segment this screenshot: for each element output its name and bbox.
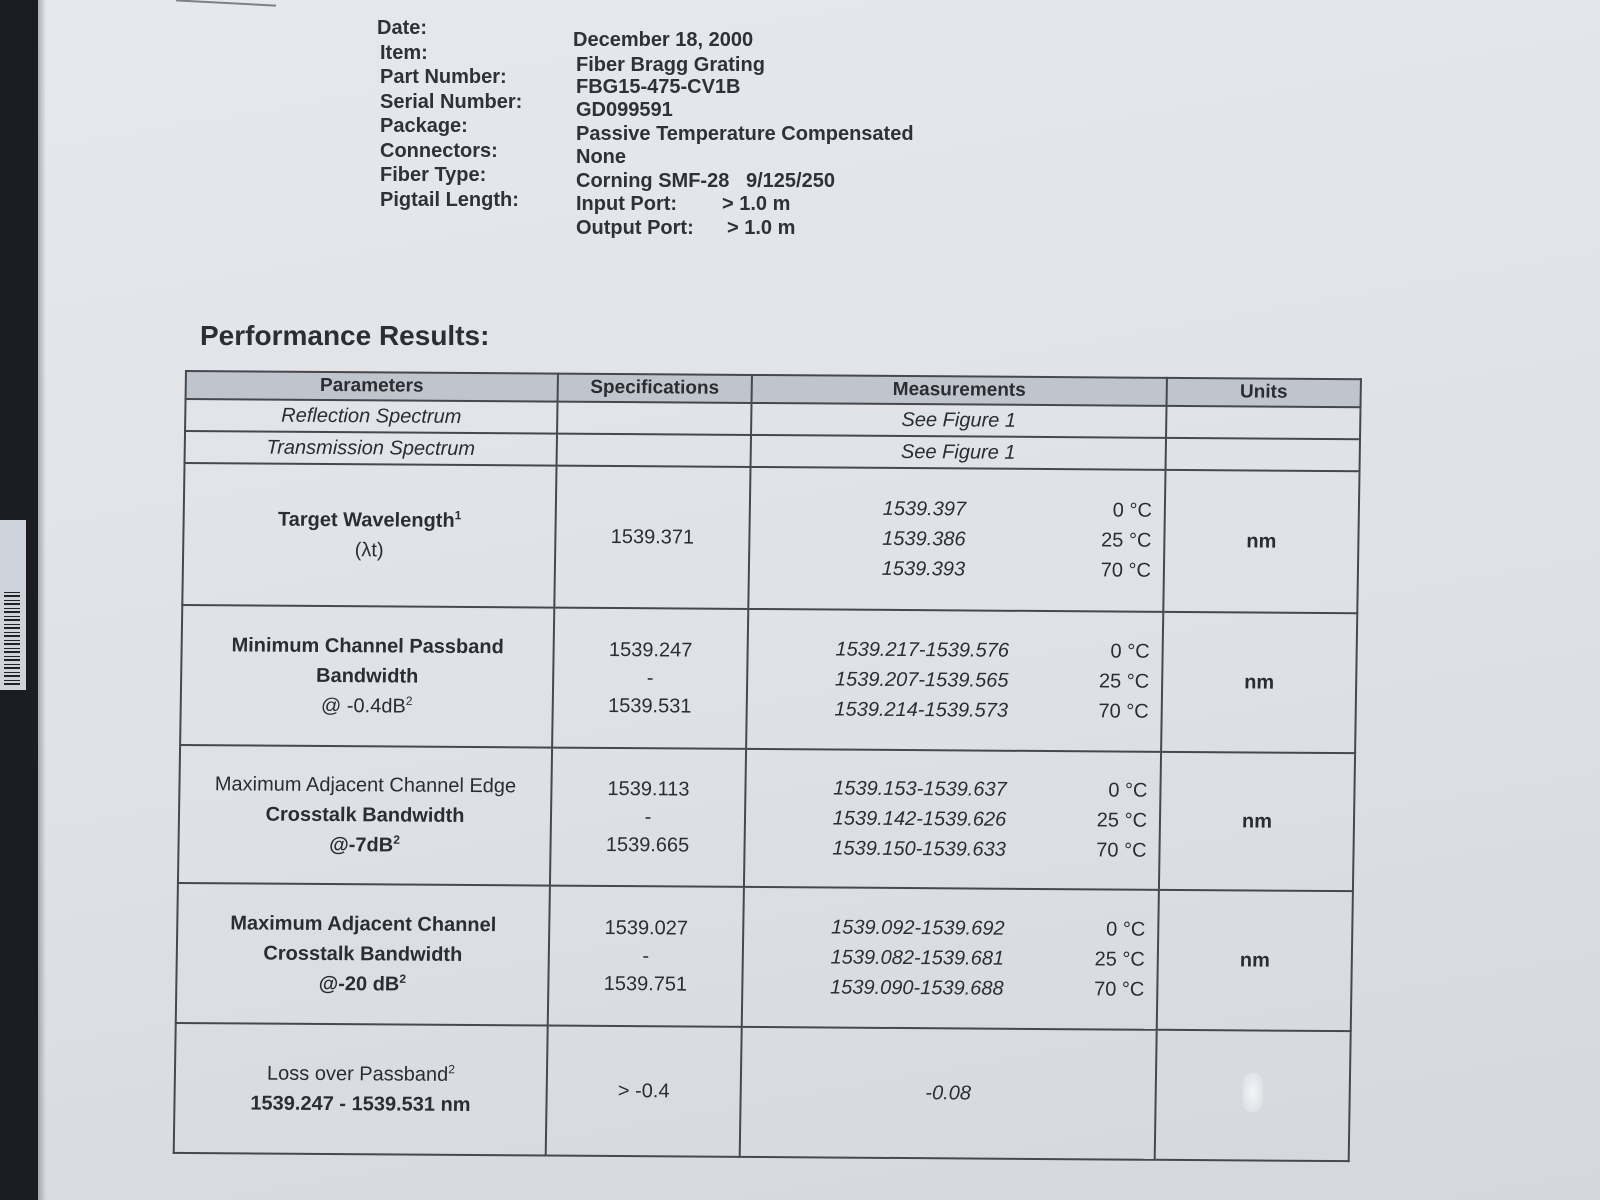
param-text: Maximum Adjacent Channel Edge — [214, 773, 517, 798]
product-info-block — [377, 16, 914, 241]
footnote-marker: 2 — [393, 832, 401, 847]
meas-value: 1539.393 — [881, 557, 966, 581]
param-text: Bandwidth — [315, 664, 419, 688]
pigtail-values — [576, 192, 795, 241]
unit-cell: nm — [1157, 890, 1353, 1031]
spec-min: 1539.113 — [607, 777, 690, 801]
temp-unit: °C — [1126, 670, 1150, 693]
temp-value: 25 — [1098, 670, 1122, 693]
output-port-label: Output Port: — [576, 217, 694, 239]
temp-unit: °C — [1122, 918, 1146, 941]
temp-unit: °C — [1128, 559, 1152, 582]
date-label: Date: — [377, 17, 428, 39]
param-condition: @-7dB — [329, 834, 394, 857]
meas-value: 1539.142-1539.626 — [832, 807, 1007, 831]
meas-cell — [742, 887, 1159, 1030]
performance-results-table — [173, 370, 1362, 1162]
header-specifications: Specifications — [558, 374, 752, 403]
temp-unit: °C — [1126, 700, 1149, 723]
unit-cell: nm — [1159, 752, 1355, 891]
temp-value: 25 — [1100, 529, 1124, 552]
meas-value: 1539.153-1539.637 — [833, 777, 1007, 801]
table-row — [174, 1023, 1351, 1161]
spec-cell: 1539.371 — [554, 466, 750, 609]
paper-stain — [1242, 1072, 1263, 1112]
performance-table-wrapper — [173, 370, 1360, 1162]
param-cell — [180, 605, 554, 748]
input-port-label: Input Port: — [576, 192, 678, 215]
meas-cell — [744, 749, 1161, 890]
section-title: Performance Results: — [200, 320, 490, 351]
table-row — [176, 883, 1353, 1031]
spec-cell: > -0.4 — [546, 1026, 742, 1157]
unit-cell: nm — [1163, 470, 1359, 613]
meas-value: 1539.397 — [882, 497, 967, 521]
transmission-meas: See Figure 1 — [751, 435, 1166, 470]
output-port-value: > 1.0 m — [727, 217, 796, 239]
table-row — [182, 463, 1359, 613]
param-text: Maximum Adjacent Channel — [230, 912, 497, 937]
spec-min: 1539.027 — [604, 916, 689, 940]
barcode-icon — [4, 590, 20, 685]
param-cell — [174, 1023, 548, 1156]
meas-value: 1539.082-1539.681 — [830, 946, 1005, 970]
footnote-marker: 2 — [405, 693, 413, 708]
reflection-meas: See Figure 1 — [751, 403, 1166, 438]
spec-min: 1539.247 — [608, 638, 693, 662]
input-port-value: > 1.0 m — [722, 192, 791, 215]
temp-value: 70 — [1100, 559, 1124, 582]
temp-unit: °C — [1129, 499, 1153, 522]
param-range: 1539.247 - 1539.531 nm — [250, 1092, 471, 1117]
param-condition: @-20 dB — [318, 972, 400, 996]
temp-value: 70 — [1096, 839, 1119, 862]
fiber-type-value: Corning SMF-28 9/125/250 — [576, 170, 835, 192]
footnote-marker: 1 — [454, 508, 462, 523]
temp-unit: °C — [1124, 779, 1148, 802]
meas-value: 1539.090-1539.688 — [829, 976, 1004, 1000]
param-text: Crosstalk Bandwidth — [263, 942, 463, 966]
transmission-param: Transmission Spectrum — [185, 431, 557, 466]
barcode-label — [0, 520, 26, 690]
meas-value: 1539.207-1539.565 — [834, 668, 1009, 692]
header-measurements: Measurements — [752, 375, 1167, 406]
meas-cell: -0.08 — [740, 1027, 1157, 1160]
param-symbol: (λt) — [354, 539, 384, 562]
temp-value: 0 — [1105, 918, 1118, 941]
temp-unit: °C — [1127, 640, 1150, 663]
item-value: Fiber Bragg Grating — [576, 53, 765, 76]
unit-cell — [1155, 1030, 1351, 1161]
part-number-value: FBG15-475-CV1B — [576, 76, 741, 98]
spec-dash: - — [646, 667, 654, 690]
reflection-spec — [557, 402, 751, 435]
serial-number-label: Serial Number: — [380, 90, 523, 113]
date-value: December 18, 2000 — [573, 29, 754, 51]
serial-number-value: GD099591 — [576, 98, 673, 121]
temp-value: 70 — [1098, 700, 1121, 723]
param-text: Crosstalk Bandwidth — [265, 803, 465, 827]
package-value: Passive Temperature Compensated — [576, 123, 914, 145]
spec-dash: - — [644, 806, 652, 829]
pigtail-length-label: Pigtail Length: — [380, 188, 519, 211]
temp-unit: °C — [1123, 839, 1147, 862]
param-condition: @ -0.4dB — [320, 694, 406, 718]
meas-cell — [748, 467, 1165, 612]
temp-unit: °C — [1121, 978, 1145, 1001]
transmission-spec — [557, 434, 751, 467]
reflection-param: Reflection Spectrum — [185, 399, 557, 434]
connectors-value: None — [576, 145, 626, 168]
table-row — [178, 745, 1355, 891]
item-label: Item: — [380, 41, 428, 64]
meas-cell — [746, 609, 1163, 752]
param-cell — [178, 745, 552, 886]
meas-value: 1539.150-1539.633 — [832, 837, 1006, 861]
part-number-label: Part Number: — [380, 66, 507, 88]
connectors-label: Connectors: — [380, 139, 498, 162]
temp-value: 0 — [1112, 499, 1125, 522]
header-parameters: Parameters — [186, 371, 558, 402]
param-cell — [176, 883, 550, 1026]
temp-unit: °C — [1128, 529, 1152, 552]
param-text: Target Wavelength — [277, 508, 455, 532]
param-text: Minimum Channel Passband — [231, 634, 504, 659]
temp-value: 25 — [1094, 948, 1117, 971]
table-row — [180, 605, 1357, 753]
temp-unit: °C — [1122, 948, 1145, 971]
spec-dash: - — [642, 945, 650, 968]
temp-value: 0 — [1108, 779, 1120, 802]
footnote-marker: 2 — [448, 1062, 456, 1077]
unit-cell: nm — [1161, 612, 1357, 753]
reflection-unit — [1166, 406, 1360, 439]
spec-max: 1539.531 — [607, 694, 692, 718]
fiber-type-label: Fiber Type: — [380, 164, 487, 186]
temp-value: 70 — [1093, 978, 1117, 1001]
param-cell — [182, 463, 556, 608]
meas-value: 1539.092-1539.692 — [830, 916, 1005, 940]
spec-cell — [548, 886, 744, 1027]
meas-value: 1539.214-1539.573 — [834, 698, 1009, 722]
temp-value: 0 — [1110, 640, 1122, 663]
package-label: Package: — [380, 115, 468, 137]
spec-cell — [552, 608, 748, 749]
page-edge-shadow — [38, 0, 46, 1200]
param-text: Loss over Passband — [266, 1062, 449, 1086]
spec-max: 1539.751 — [603, 972, 688, 996]
meas-value: 1539.386 — [882, 527, 966, 551]
transmission-unit — [1166, 438, 1360, 471]
meas-value: 1539.217-1539.576 — [835, 638, 1010, 662]
spec-max: 1539.665 — [605, 833, 690, 857]
temp-unit: °C — [1124, 809, 1148, 832]
footnote-marker: 2 — [399, 971, 407, 986]
header-units: Units — [1167, 378, 1361, 407]
temp-value: 25 — [1096, 809, 1120, 832]
spec-cell — [550, 748, 746, 887]
